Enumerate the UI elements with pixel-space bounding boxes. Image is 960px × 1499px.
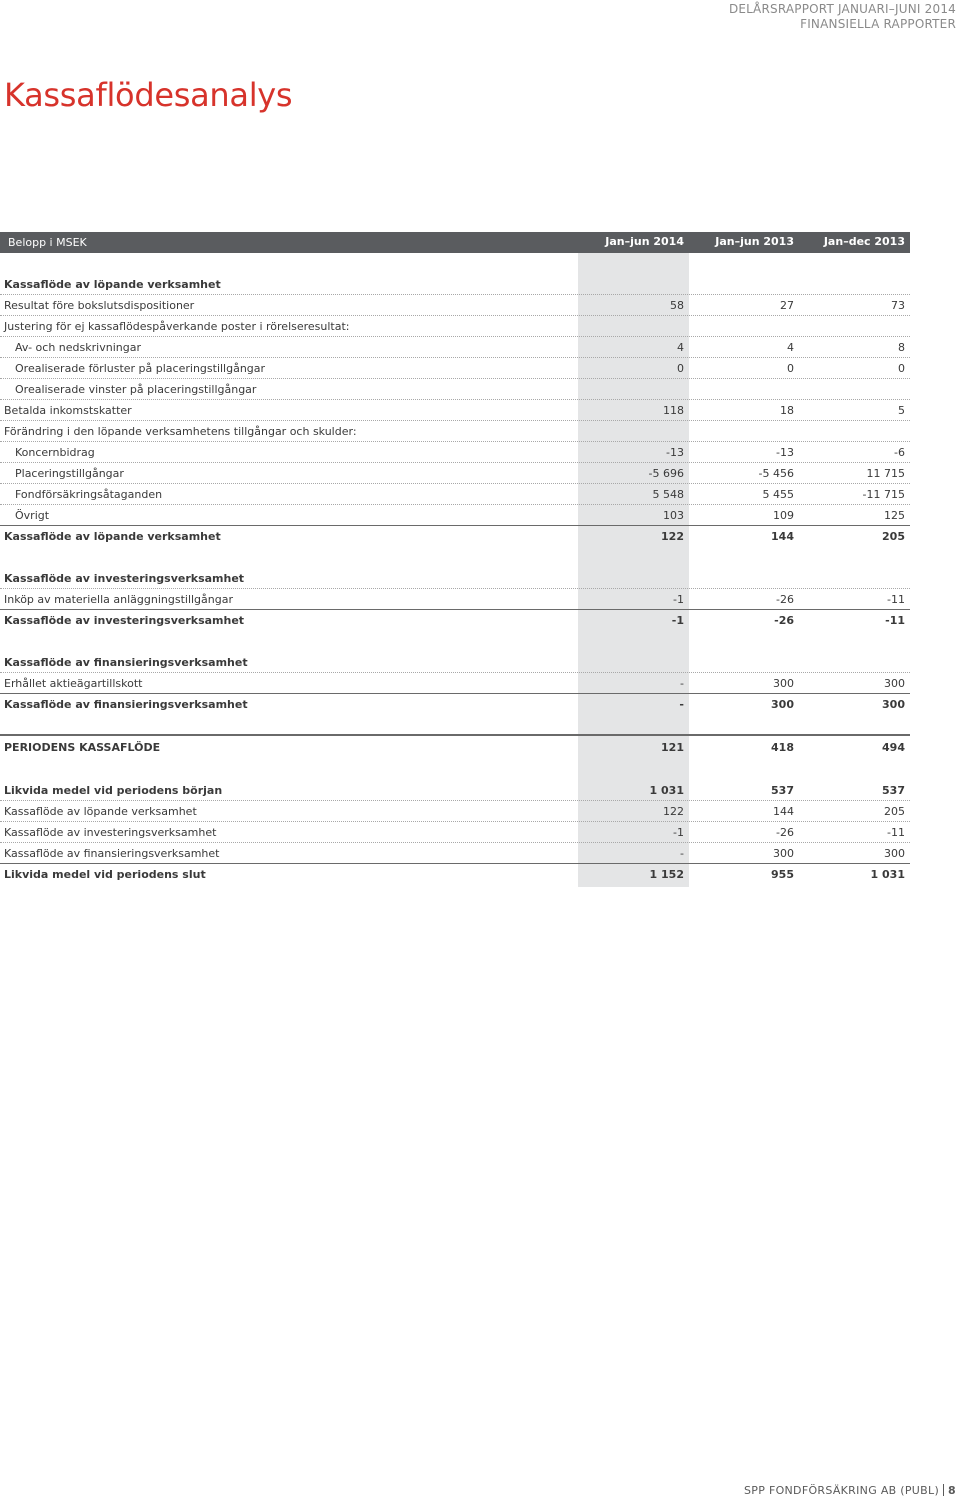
- table-row: Resultat före bokslutsdispositioner 58 27 73: [0, 295, 910, 316]
- cash-flow-table: [0, 232, 910, 885]
- cash-beginning-row: Likvida medel vid periodens början 1 031 537 537: [0, 780, 910, 801]
- report-header-line2: FINANSIELLA RAPPORTER: [800, 17, 956, 31]
- footer-divider: [943, 1484, 944, 1496]
- section-heading-operating: Kassaflöde av löpande verksamhet: [0, 274, 910, 295]
- period-cash-flow-row: PERIODENS KASSAFLÖDE 121 418 494: [0, 734, 910, 759]
- table-row: Kassaflöde av investeringsverksamhet -1 -26 -11: [0, 822, 910, 843]
- amount-unit-label: Belopp i MSEK: [8, 236, 87, 249]
- table-row: Övrigt 103 109 125: [0, 505, 910, 526]
- table-row: Erhållet aktieägartillskott - 300 300: [0, 673, 910, 694]
- table-row: Kassaflöde av löpande verksamhet 122 144 205: [0, 801, 910, 822]
- table-row: Betalda inkomstskatter 118 18 5: [0, 400, 910, 421]
- report-header-line1: DELÅRSRAPPORT JANUARI–JUNI 2014: [728, 2, 956, 16]
- table-row: Inköp av materiella anläggningstillgångar -1 -26 -11: [0, 589, 910, 610]
- table-row: Koncernbidrag -13 -13 -6: [0, 442, 910, 463]
- page-number: 8: [948, 1484, 956, 1497]
- report-header: [729, 2, 956, 32]
- company-name: SPP FONDFÖRSÄKRING AB (PUBL): [744, 1484, 940, 1497]
- subtotal-row-financing: Kassaflöde av finansieringsverksamhet - 300 300: [4, 698, 905, 711]
- table-row: Justering för ej kassaflödespåverkande poster i rörelseresultat:: [0, 316, 910, 337]
- table-row: Förändring i den löpande verksamhetens tillgångar och skulder:: [0, 421, 910, 442]
- table-row: Placeringstillgångar -5 696 -5 456 11 715: [0, 463, 910, 484]
- subtotal-row-investing: Kassaflöde av investeringsverksamhet -1 -26 -11: [4, 614, 905, 627]
- column-header-jan-jun-2014: Jan–jun 2014: [605, 235, 684, 248]
- page-title: Kassaflödesanalys: [4, 76, 293, 114]
- table-row: Orealiserade vinster på placeringstillgångar: [0, 379, 910, 400]
- column-header-jan-dec-2013: Jan–dec 2013: [823, 235, 905, 248]
- page-footer: [744, 1484, 956, 1497]
- section-heading-financing: Kassaflöde av finansieringsverksamhet: [0, 652, 910, 673]
- table-row: Av- och nedskrivningar 4 4 8: [0, 337, 910, 358]
- table-row: Fondförsäkringsåtaganden 5 548 5 455 -11 715: [0, 484, 910, 505]
- table-row: Orealiserade förluster på placeringstillgångar 0 0 0: [0, 358, 910, 379]
- table-header: [0, 232, 910, 253]
- section-heading-investing: Kassaflöde av investeringsverksamhet: [0, 568, 910, 589]
- table-row: Kassaflöde av finansieringsverksamhet - 300 300: [0, 843, 910, 864]
- subtotal-row-operating: Kassaflöde av löpande verksamhet 122 144 205: [4, 530, 905, 543]
- cash-end-row: Likvida medel vid periodens slut 1 152 955 1 031: [4, 868, 905, 881]
- column-header-jan-jun-2013: Jan–jun 2013: [715, 235, 794, 248]
